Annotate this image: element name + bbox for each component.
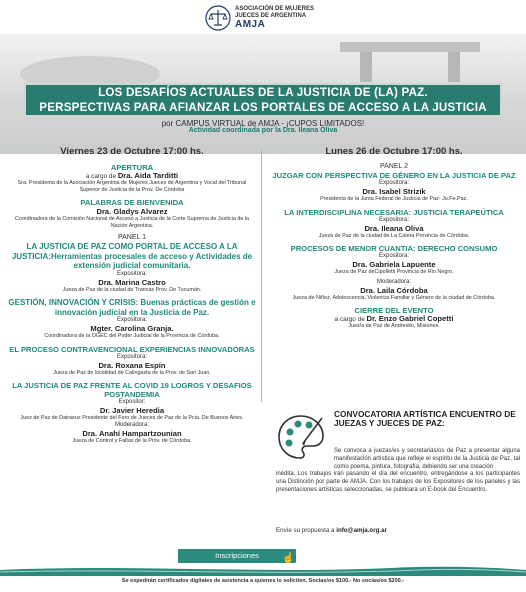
gestion-position: Coordinadora de la OGEC del Poder Judicial de la Provincia de Córdoba. (44, 333, 220, 339)
covid-name: Dr. Javier Heredia (99, 406, 165, 415)
panel2-label: PANEL 2 (379, 163, 408, 170)
panel2-title: JUZGAR CON PERSPECTIVA DE GÉNERO EN LA JUSTICIA DE PAZ (272, 171, 516, 180)
contravencional-title: EL PROCESO CONTRAVENCIONAL EXPERIENCIAS INNOVADORAS (9, 344, 255, 354)
panel2-position: Presidenta de la Junta Federal de Justicia de Paz- Ju.Fe.Paz. (320, 196, 468, 202)
covid-name2: Dra. Anahí Hampartzounian (82, 428, 182, 438)
gestion-name: Mgter. Carolina Granja. (90, 324, 174, 333)
panel1-name: Dra. Marina Castro (98, 277, 166, 287)
cierre-position: Juez/a de Paz de Andresito, Misiones. (348, 323, 440, 329)
panel2-name: Dra. Isabel Strizik (362, 187, 426, 196)
panel1-title: LA JUSTICIA DE PAZ COMO PORTAL DE ACCESO A LA JUSTICIA:Herramientas procesales de acceso y Actividades de extensión judicial comunitaria. (11, 242, 253, 270)
column-divider (261, 150, 262, 402)
org-name-line2: JUECES DE ARGENTINA (235, 12, 307, 19)
panel1-label: PANEL 1 (117, 234, 146, 241)
bienvenida-title: PALABRAS DE BIENVENIDA (80, 198, 184, 207)
contravencional-position: Jueza de Paz de localidad de Calingasta de la Prov. de San Juan. (53, 369, 211, 376)
day-friday: Viernes 23 de Octubre 17:00 hs. (60, 146, 204, 157)
cuantia-name: Dra. Gabriela Lapuente (352, 260, 436, 269)
amja-logo (205, 4, 325, 32)
footer-wave (0, 562, 526, 576)
org-name-line1: ASOCIACIÓN DE MUJERES (235, 5, 315, 12)
apertura-by: a cargo de Dra. Aida Tarditti (85, 171, 179, 180)
inscripciones-button[interactable]: Inscripciones (178, 549, 296, 563)
footer-note: Se expedirán certificados digitales de asistencia a quienes lo soliciten. Socias/os $100.- No socias/os $200.- (121, 578, 405, 584)
convocatoria-lead: Se convoca a juezas/es y secretarias/os de Paz a presentar alguna manifestación artística que refleje el espíritu de la Justicia de Paz, tal como poema, pintura, fotografía, debiendo ser una creación (334, 448, 520, 470)
contravencional-name: Dra. Roxana Espín (98, 360, 166, 370)
interdisciplina-position: Jueza de Paz de la ciudad de La Calera Provincia de Córdoba. (318, 232, 470, 239)
hand-cursor-icon: ☝ (282, 553, 295, 564)
cuantia-position2: Jueza de Niñez, Adolescencia, Violencia Familiar y Género de la ciudad de Córdoba. (292, 294, 496, 301)
day-monday: Lunes 26 de Octubre 17:00 hs. (325, 146, 463, 157)
contravencional-role: Expositora: (116, 353, 147, 360)
interdisciplina-role: Expositora: (378, 216, 409, 223)
covid-title: LA JUSTICIA DE PAZ FRENTE AL COVID 19 LOGROS Y DESAFIOS POSTANDEMIA (12, 381, 252, 399)
convocatoria-title: CONVOCATORIA ARTÍSTICA ENCUENTRO DE JUEZAS Y JUECES DE PAZ: (334, 409, 516, 428)
left-column (8, 146, 256, 444)
convocatoria-body: inédita. Los trabajos irán pasando el día del encuentro, entregándose a los participantes una Distinción por parte de AMJA. Con los trabajos de los Expositores de los paneles y las presentaciones artísticas seleccionadas, se publicara un E-book del Encuentro. (276, 471, 520, 493)
right-column (268, 146, 520, 330)
org-acronym: AMJA (235, 19, 266, 31)
gestion-title: GESTIÓN, INNOVACIÓN Y CRISIS: Buenas prácticas de gestión e innovación judicial en la Justicia de Paz. (8, 298, 256, 317)
cuantia-name2: Dra. Laila Córdoba (360, 285, 428, 295)
cuantia-role2: Moderadora: (376, 278, 412, 285)
convocatoria-text (276, 448, 520, 495)
panel2-role: Expositora: (378, 180, 409, 186)
covid-position2: Jueza de Control y Faltas de la Prov. de Córdoba. (72, 437, 192, 444)
cuantia-role: Expositora: (378, 253, 409, 259)
subtitle: por CAMPUS VIRTUAL de AMJA - ¡CUPOS LIMITADOS! (161, 119, 365, 128)
panel1-role: Expositora: (116, 270, 147, 277)
interdisciplina-name: Dra. Ileana Oliva (364, 223, 424, 233)
title-line2: PERSPECTIVAS PARA AFIANZAR LOS PORTALES DE ACCESO A LA JUSTICIA (39, 101, 487, 114)
coordination: Actividad coordinada por la Dra. Ileana Oliva (188, 127, 338, 134)
cuantia-title: PROCESOS DE MENOR CUANTIA: DERECHO CONSUMO (290, 244, 498, 253)
apertura-title: APERTURA (110, 163, 154, 172)
email-link[interactable]: info@amja.org.ar (336, 527, 387, 534)
cierre-title: CIERRE DEL EVENTO (354, 306, 434, 315)
scales-emblem-icon (205, 5, 231, 31)
cierre-by: a cargo de Dr. Enzo Gabriel Copetti (334, 314, 454, 323)
bienvenida-name: Dra. Gladys Alvarez (96, 207, 168, 216)
gestion-role: Expositora: (116, 317, 147, 323)
interdisciplina-title: LA INTERDISCIPLINA NECESARIA: JUSTICIA TERAPEÚTICA (284, 207, 504, 217)
cuantia-position: Jueza de Paz deCipolletti Provincia de Rio Negro. (334, 269, 454, 275)
convocatoria-send: Envíe su propuesta a info@amja.org.ar (276, 527, 387, 534)
covid-role: Expositor: (118, 399, 146, 405)
apertura-position: Sra. Presidenta de la Asociación Argentina de Mujeres Jueces de Argentina y Vocal del Tribunal Superior de Justicia de la Prov. De Córdoba (17, 180, 247, 193)
panel1-position: Jueza de Paz de la ciudad de Trancas Prov. De Tucumán. (62, 286, 202, 293)
bienvenida-position: Coordinadora de la Comisión Nacional de Acceso a Justicia de la Corte Suprema de Justicia de la Nación Argentina. (14, 216, 250, 229)
title-banner (24, 83, 502, 117)
title-line1: LOS DESAFÍOS ACTUALES DE LA JUSTICIA DE (LA) PAZ. (98, 86, 428, 99)
covid-role2: Moderadora: (114, 421, 150, 428)
covid-position: Juez de Paz de Dairaeux Presidente del Foro de Jueces de Paz de la Pcia. De Buenos Aires. (20, 415, 244, 421)
